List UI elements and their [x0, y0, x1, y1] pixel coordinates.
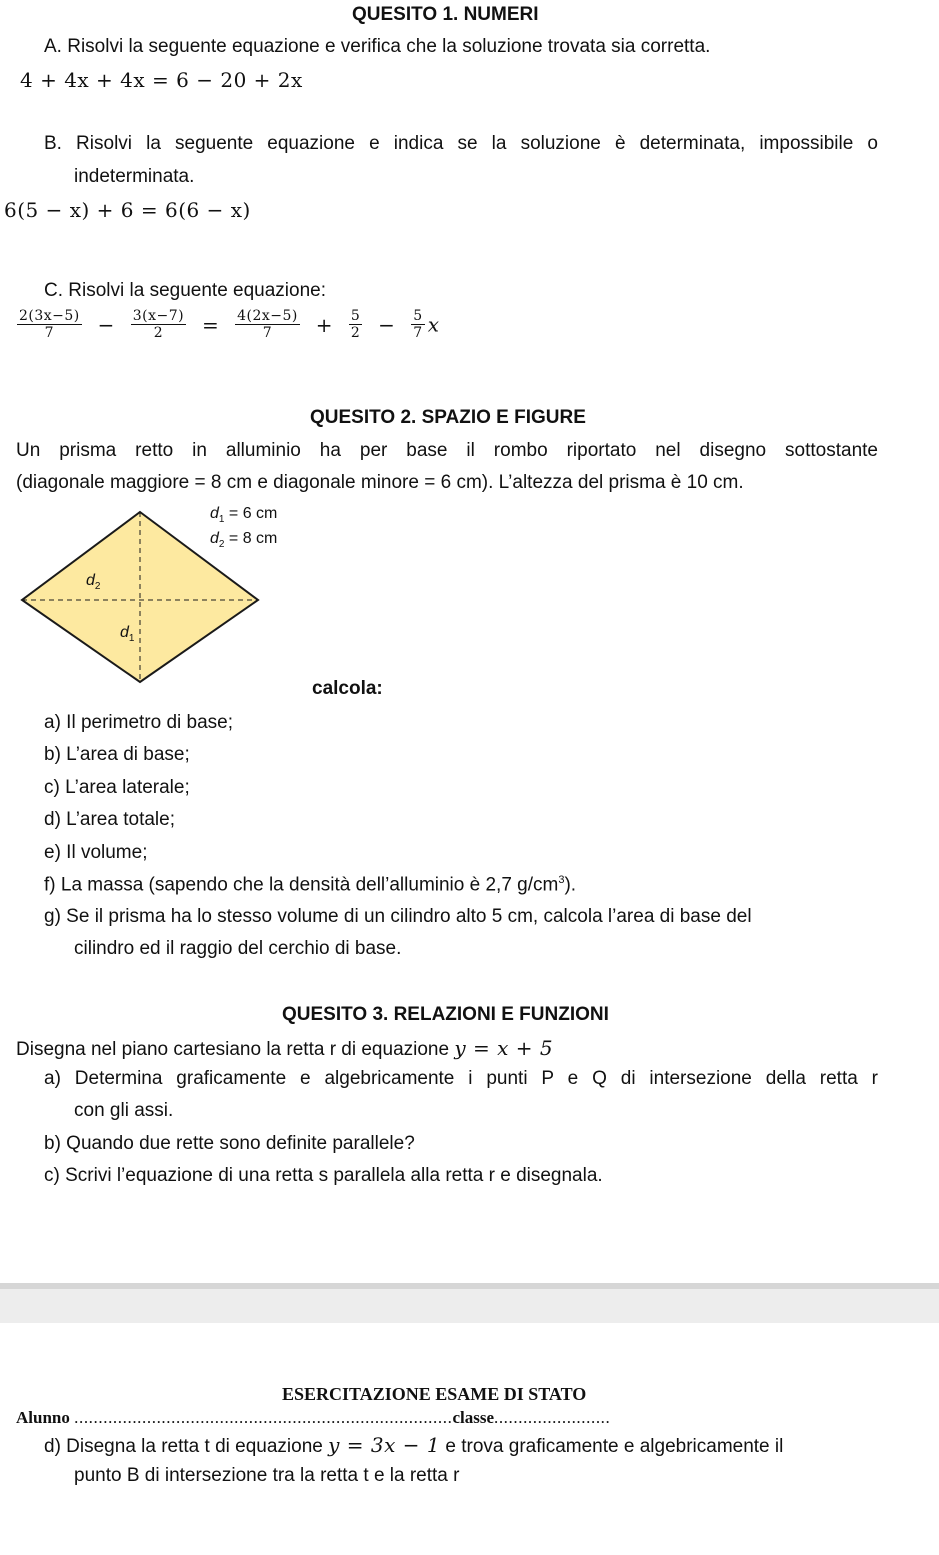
q3-a-2: con gli assi.: [74, 1100, 174, 1121]
classe-dots: ........................: [493, 1408, 611, 1427]
q1-c-text: C. Risolvi la seguente equazione:: [44, 280, 327, 301]
q2-item-g-1: g) Se il prisma ha lo stesso volume di un cilindro alto 5 cm, calcola l’area di base del: [44, 906, 752, 927]
d1-legend: [210, 505, 277, 525]
page2-d-1-tail: e trova graficamente e algebricamente il: [445, 1436, 784, 1457]
alunno-dots: ..............................................................................: [74, 1408, 453, 1427]
fraction-2-numerator: 3(x−7): [132, 308, 185, 324]
fraction-1-denominator: 7: [44, 325, 55, 341]
q1-a-equation: 4 + 4x + 4x = 6 − 20 + 2x: [20, 68, 303, 92]
q2-item-b: b) L’area di base;: [44, 744, 190, 765]
fraction-4-denominator: 2: [350, 325, 361, 341]
page-separator: [0, 1289, 939, 1323]
operator-equals: =: [202, 312, 220, 337]
calcola-label: calcola:: [312, 678, 383, 699]
fraction-5-numerator: 5: [413, 308, 423, 324]
operator-minus-1: −: [97, 312, 115, 337]
q1-a-text: A. Risolvi la seguente equazione e verifica che la soluzione trovata sia corretta.: [44, 36, 711, 57]
fraction-2: [131, 308, 186, 341]
q2-item-c: c) L’area laterale;: [44, 777, 190, 798]
d2-legend-value: = 8 cm: [228, 530, 278, 547]
page2-d-2: punto B di intersezione tra la retta t e la retta r: [74, 1465, 460, 1486]
d1-legend-sub: 1: [218, 514, 225, 526]
q1-b-text-2: indeterminata.: [74, 166, 195, 187]
q2-intro-2: (diagonale maggiore = 8 cm e diagonale minore = 6 cm). L’altezza del prisma è 10 cm.: [16, 472, 744, 493]
q3-title: QUESITO 3. RELAZIONI E FUNZIONI: [282, 1004, 609, 1025]
fraction-4-numerator: 5: [350, 308, 361, 324]
page2-d-1-text: d) Disegna la retta t di equazione: [44, 1436, 323, 1457]
q3-intro: [16, 1036, 553, 1061]
q2-item-g-2: cilindro ed il raggio del cerchio di base.: [74, 938, 402, 959]
fraction-3-numerator: 4(2x−5): [237, 308, 298, 324]
page2-header: ESERCITAZIONE ESAME DI STATO: [282, 1384, 587, 1404]
q2-item-f: [44, 874, 576, 896]
d1-label-letter: d: [120, 624, 129, 641]
d1-label: [120, 624, 134, 644]
alunno-label: Alunno: [16, 1408, 70, 1427]
fraction-4: [349, 308, 362, 341]
q1-b-equation: 6(5 − x) + 6 = 6(6 − x): [4, 198, 251, 222]
q2-intro-1: Un prisma retto in alluminio ha per base il rombo riportato nel disegno sottostante: [16, 440, 878, 461]
fraction-1: [17, 308, 82, 341]
d1-legend-value: = 6 cm: [228, 505, 278, 522]
d2-legend-letter: d: [210, 530, 219, 547]
q3-intro-text: Disegna nel piano cartesiano la retta r di equazione: [16, 1039, 450, 1060]
q2-item-f-superscript: 3: [558, 874, 565, 886]
q1-title: QUESITO 1. NUMERI: [352, 4, 539, 25]
q1-b-text-1: B. Risolvi la seguente equazione e indica se la soluzione è determinata, impossibile o: [44, 133, 878, 154]
fraction-2-denominator: 2: [153, 325, 164, 341]
q2-item-f-tail: ).: [564, 874, 577, 896]
page2-d-1: [44, 1433, 783, 1458]
d2-legend: [210, 530, 277, 550]
q3-b: b) Quando due rette sono definite parallele?: [44, 1133, 415, 1154]
page2-d-1-equation: y = 3x − 1: [328, 1433, 441, 1457]
q3-intro-equation: y = x + 5: [454, 1036, 554, 1060]
alunno-line: [16, 1408, 610, 1428]
fraction-5-denominator: 7: [413, 325, 423, 341]
d2-label-letter: d: [86, 572, 95, 589]
q2-title: QUESITO 2. SPAZIO E FIGURE: [310, 407, 586, 428]
operator-minus-2: −: [378, 312, 396, 337]
fraction-3: [235, 308, 300, 341]
q2-item-f-text: f) La massa (sapendo che la densità dell’alluminio è 2,7 g/cm: [44, 874, 559, 896]
q2-item-d: d) L’area totale;: [44, 809, 175, 830]
q3-c: c) Scrivi l’equazione di una retta s parallela alla retta r e disegnala.: [44, 1165, 603, 1186]
classe-label: classe: [452, 1408, 494, 1427]
operator-plus: +: [315, 312, 334, 337]
fraction-1-numerator: 2(3x−5): [19, 308, 80, 324]
d2-label: [86, 572, 100, 592]
q2-item-a: a) Il perimetro di base;: [44, 712, 234, 733]
q3-a-1: a) Determina graficamente e algebricamente i punti P e Q di intersezione della retta r: [44, 1068, 878, 1089]
d2-legend-sub: 2: [218, 539, 225, 551]
variable-x: x: [427, 312, 440, 337]
fraction-5: [411, 308, 424, 341]
q1-c-equation: [14, 308, 440, 341]
d2-label-sub: 2: [94, 581, 101, 593]
fraction-3-denominator: 7: [262, 325, 273, 341]
q2-item-e: e) Il volume;: [44, 842, 148, 863]
d1-legend-letter: d: [210, 505, 219, 522]
d1-label-sub: 1: [128, 633, 135, 645]
